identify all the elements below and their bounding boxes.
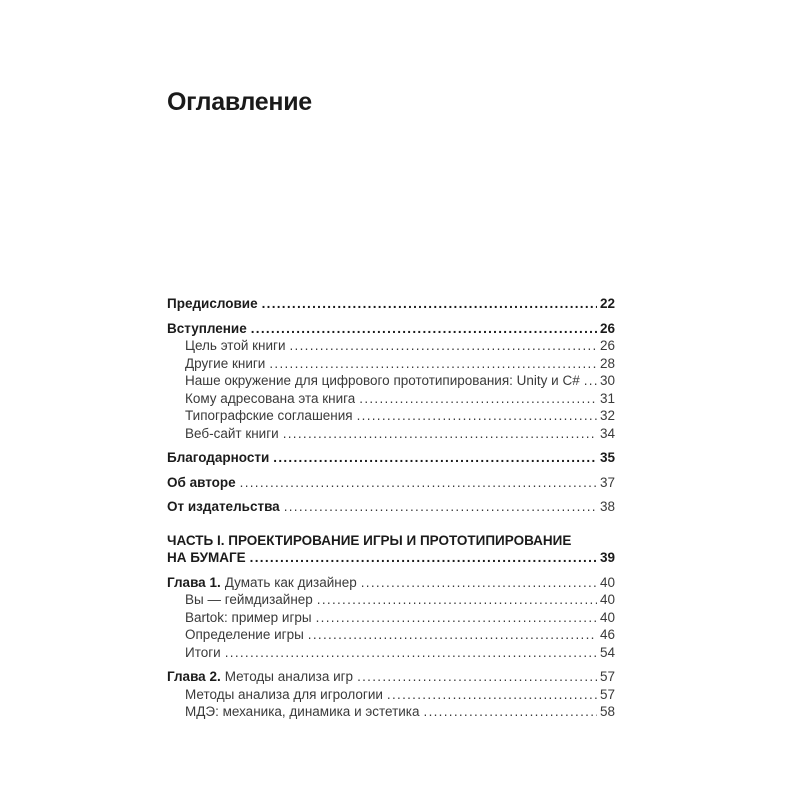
- toc-entry: [167, 574, 615, 592]
- toc-entry: [167, 703, 615, 721]
- toc-entry-label: Предисловие: [167, 296, 258, 311]
- toc-entry-page-number: 54: [599, 644, 615, 660]
- toc-entry-page-number: 40: [599, 592, 615, 607]
- toc-entry: [167, 390, 615, 408]
- toc-entry: [167, 609, 615, 627]
- dot-leader: [262, 295, 597, 313]
- dot-leader: [357, 668, 597, 686]
- toc-entry-label: Веб-сайт книги: [185, 425, 279, 441]
- toc-entry: [167, 295, 615, 313]
- toc-entry-label: От издательства: [167, 499, 280, 514]
- dot-leader: [317, 591, 597, 609]
- toc-entry: [167, 498, 615, 516]
- toc-entry: [167, 474, 615, 492]
- toc-entry-label: Итоги: [185, 644, 221, 660]
- toc-entry-label: Вступление: [167, 320, 247, 336]
- toc-entry-page-number: 28: [599, 355, 615, 371]
- toc-entry-label: Другие книги: [185, 355, 266, 371]
- dot-leader: [250, 549, 597, 567]
- toc-entry: [167, 591, 615, 609]
- toc-entry-label: Об авторе: [167, 474, 236, 490]
- dot-leader: [361, 574, 597, 592]
- toc-entry-label: Наше окружение для цифрового прототипирования: Unity и C#: [185, 373, 580, 388]
- toc-entry-page-number: 37: [599, 474, 615, 490]
- dot-leader: [359, 390, 597, 408]
- toc-entry: [167, 644, 615, 662]
- dot-leader: [387, 686, 597, 704]
- toc-entry-label: Методы анализа игр: [224, 669, 354, 684]
- dot-leader: [273, 449, 597, 467]
- dot-leader: [225, 644, 597, 662]
- toc-entry-label: Кому адресована эта книга: [185, 390, 356, 406]
- toc-entry-page-number: 40: [599, 609, 615, 625]
- toc-entry-page-number: 58: [599, 704, 615, 719]
- toc-entry: [167, 320, 615, 338]
- toc-entry: [167, 532, 615, 550]
- toc-entry-label: Методы анализа для игрологии: [185, 686, 383, 702]
- dot-leader: [424, 703, 597, 721]
- toc-entry: [167, 626, 615, 644]
- toc-entry-label: НА БУМАГЕ: [167, 550, 246, 565]
- dot-leader: [284, 498, 597, 516]
- toc-entry-label: Bartok: пример игры: [185, 609, 312, 625]
- toc-entry: [167, 549, 615, 567]
- toc-entry-label: Цель этой книги: [185, 338, 286, 353]
- toc-entry-page-number: 39: [599, 550, 615, 565]
- dot-leader: [308, 626, 597, 644]
- dot-leader: [584, 372, 597, 390]
- toc-entry-page-number: 22: [599, 296, 615, 311]
- toc-entry: [167, 449, 615, 467]
- toc-entry-label: МДЭ: механика, динамика и эстетика: [185, 704, 420, 719]
- toc-entry-label: ЧАСТЬ I. ПРОЕКТИРОВАНИЕ ИГРЫ И ПРОТОТИПИРОВАНИЕ: [167, 532, 572, 548]
- toc-entry-label: Думать как дизайнер: [224, 574, 357, 590]
- toc-entry-prefix: Глава 1.: [167, 574, 221, 590]
- dot-leader: [240, 474, 597, 492]
- dot-leader: [316, 609, 597, 627]
- toc-entry-prefix: Глава 2.: [167, 669, 221, 684]
- dot-leader: [290, 337, 597, 355]
- toc-entry: [167, 372, 615, 390]
- toc-entry-label: Определение игры: [185, 627, 304, 642]
- toc-entry-page-number: 34: [599, 425, 615, 441]
- toc-entry-page-number: 46: [599, 627, 615, 642]
- table-of-contents: [167, 295, 615, 721]
- dot-leader: [283, 425, 597, 443]
- toc-entry-page-number: 32: [599, 408, 615, 423]
- toc-entry: [167, 355, 615, 373]
- toc-entry-page-number: 40: [599, 574, 615, 590]
- dot-leader: [357, 407, 597, 425]
- dot-leader: [269, 355, 597, 373]
- page-title: Оглавление: [167, 88, 312, 116]
- toc-entry: [167, 407, 615, 425]
- toc-entry: [167, 337, 615, 355]
- toc-entry-label: Благодарности: [167, 450, 270, 465]
- toc-entry-page-number: 26: [599, 320, 615, 336]
- toc-entry-page-number: 57: [599, 686, 615, 702]
- toc-entry: [167, 425, 615, 443]
- toc-entry-page-number: 35: [599, 450, 615, 465]
- toc-entry-page-number: 38: [599, 499, 615, 514]
- toc-entry-page-number: 30: [599, 373, 615, 388]
- toc-entry-page-number: 31: [599, 390, 615, 406]
- toc-entry-label: Типографские соглашения: [185, 408, 353, 423]
- toc-entry-page-number: 57: [599, 669, 615, 684]
- toc-entry-label: Вы — геймдизайнер: [185, 592, 313, 607]
- toc-entry: [167, 668, 615, 686]
- toc-entry-page-number: 26: [599, 338, 615, 353]
- dot-leader: [251, 320, 597, 338]
- toc-entry: [167, 686, 615, 704]
